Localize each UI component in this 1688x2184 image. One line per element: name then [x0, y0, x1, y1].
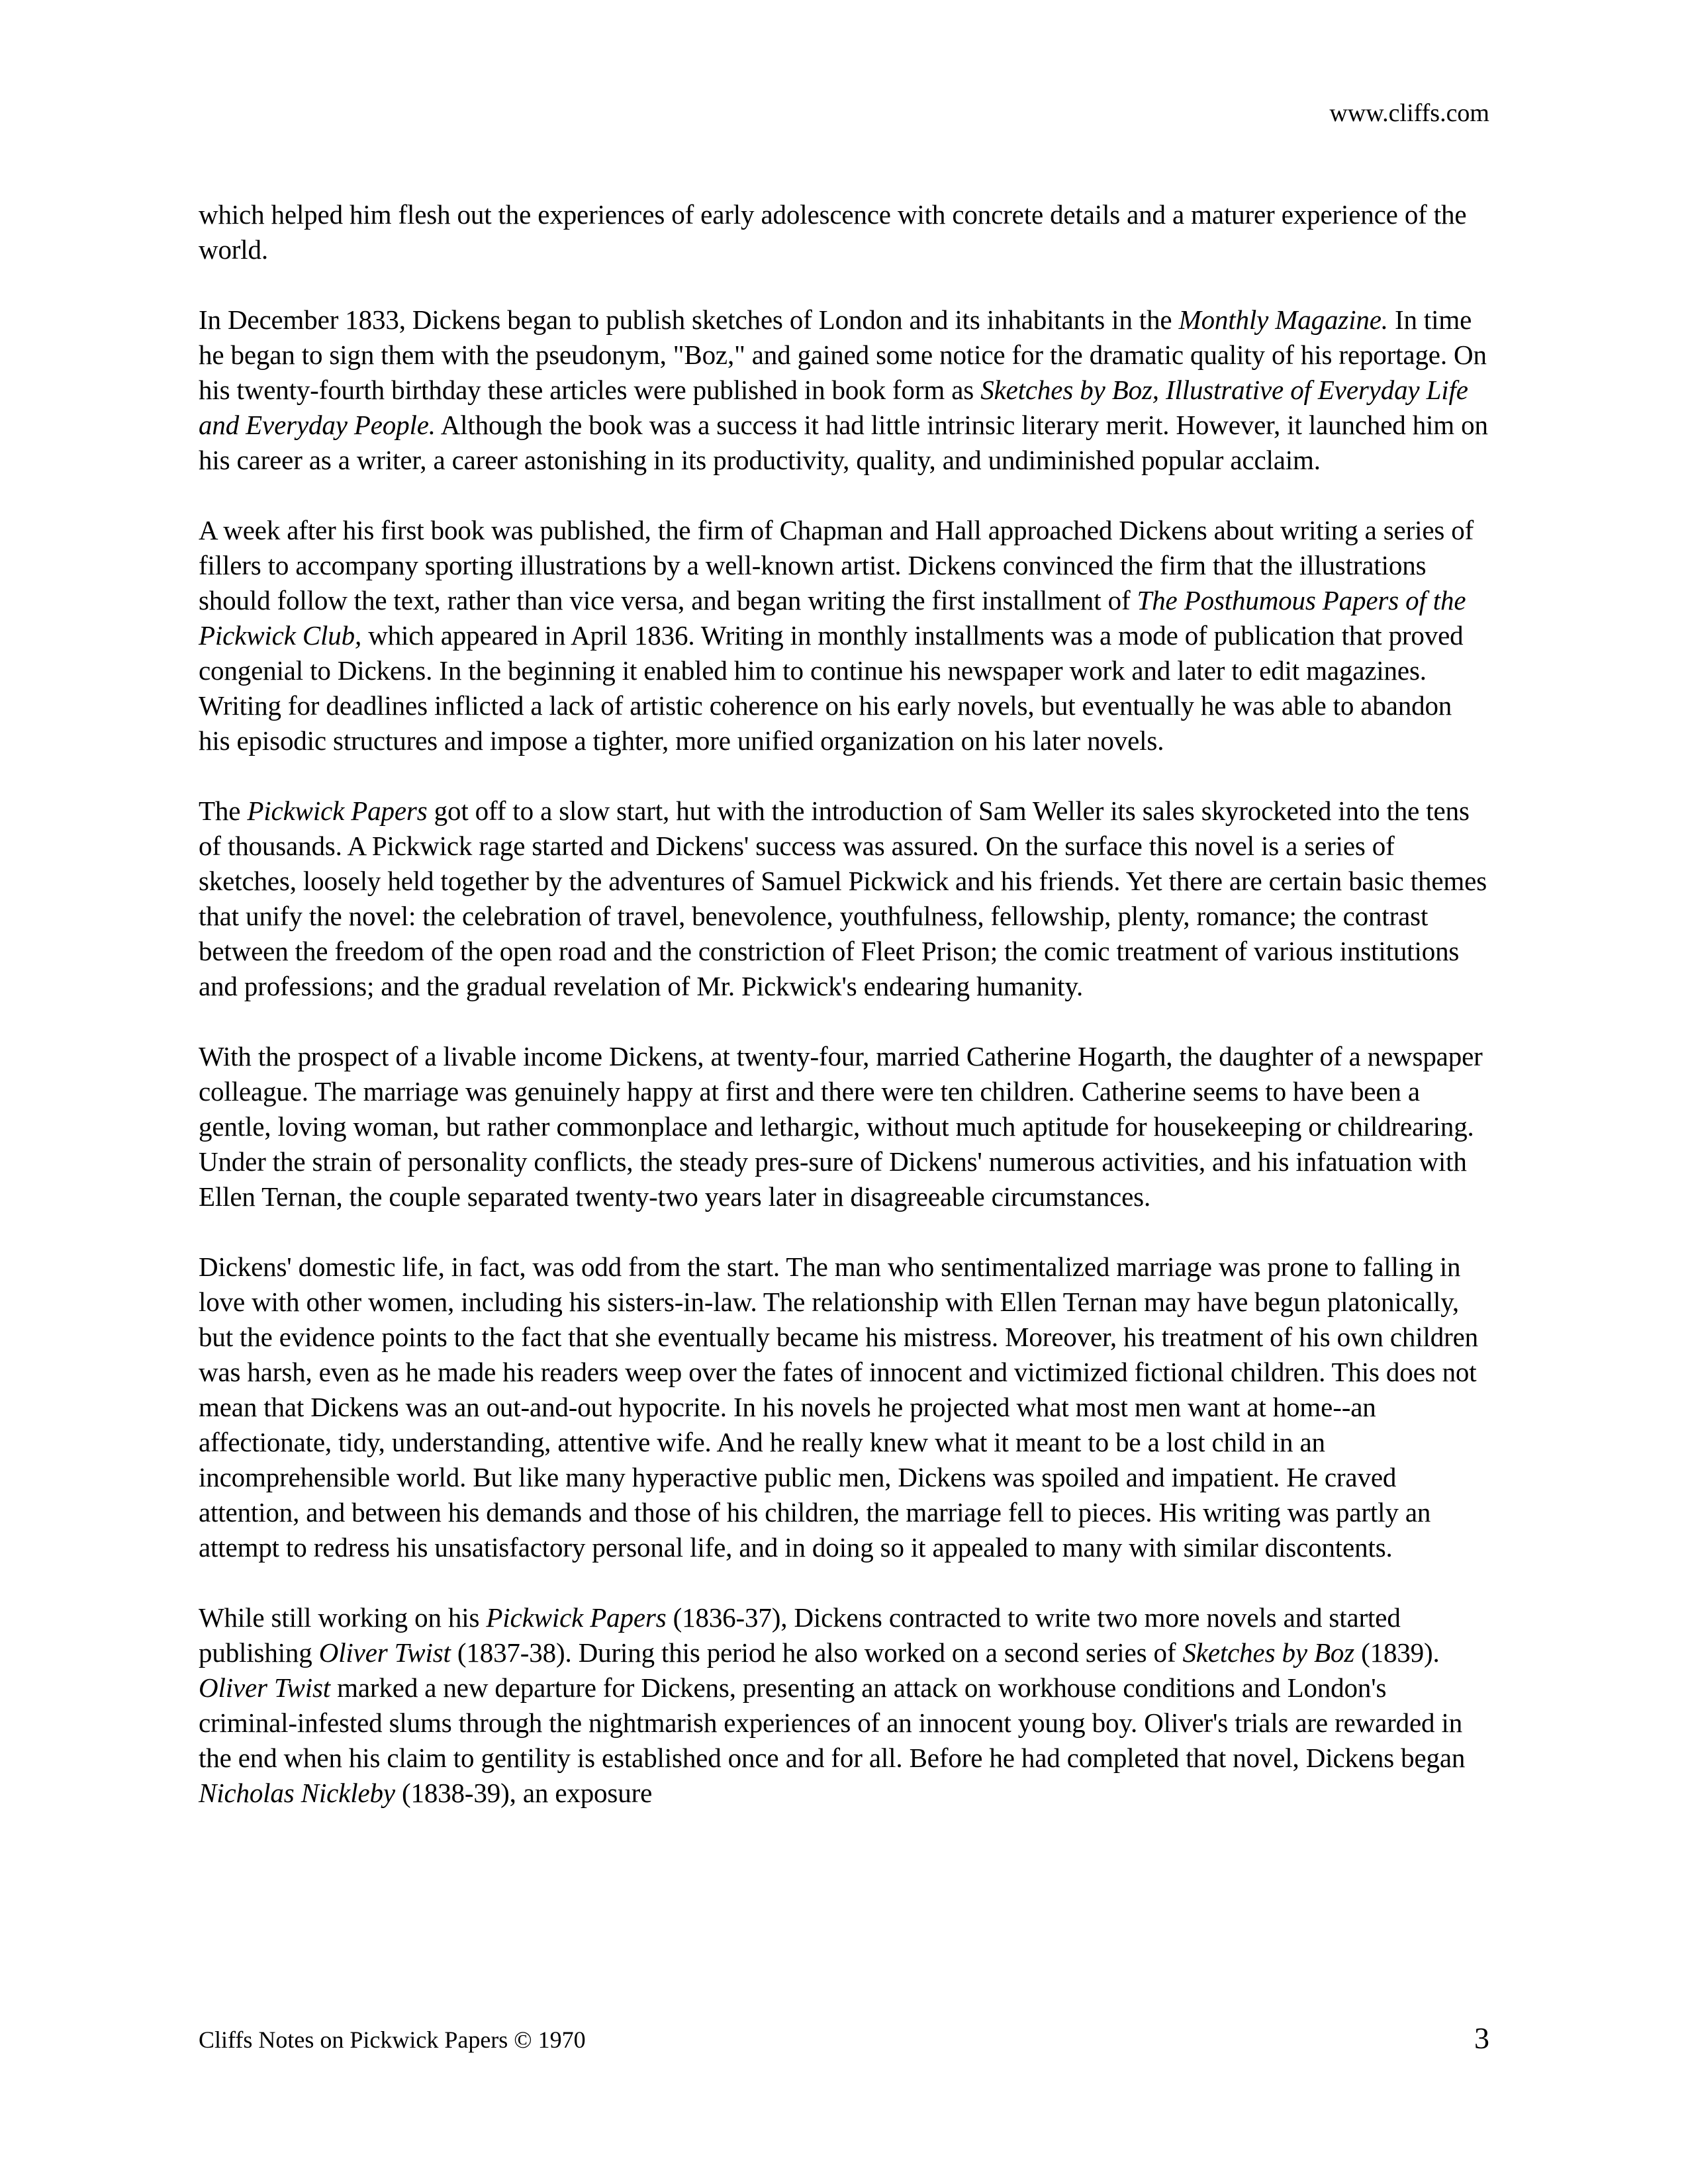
paragraph-text: which helped him flesh out the experiences of early adolescence with concrete details and a maturer experience of the world. [199, 199, 1467, 265]
paragraph-text: (1836-37), Dickens contracted to write two more novels and started publishing [199, 1602, 1401, 1668]
italic-title-text: Oliver Twist [318, 1637, 451, 1668]
paragraph-text: With the prospect of a livable income Dickens, at twenty-four, married Catherine Hogarth, the daughter of a newspaper colleague. The marriage was genuinely happy at first and there were ten children. Catherine seems to have been a gentle, loving woman, but rather commonplace and lethargic, without much aptitude for housekeeping or childrearing. Under the strain of personality conflicts, the steady pres-sure of Dickens' numerous activities, and his infatuation with Ellen Ternan, the couple separated twenty-two years later in disagreeable circumstances. [199, 1041, 1483, 1212]
paragraph-text: (1838-39), an exposure [395, 1778, 653, 1808]
footer-title: Cliffs Notes on Pickwick Papers © 1970 [199, 2026, 586, 2053]
body-text [199, 197, 1489, 1846]
paragraph-text: In time he began to sign them with the pseudonym, "Boz," and gained some notice for the dramatic quality of his reportage. On his twenty-fourth birthday these articles were published in book form as [199, 304, 1487, 405]
paragraph-text: which appeared in April 1836. Writing in monthly installments was a mode of publication that proved congenial to Dickens. In the beginning it enabled him to continue his newspaper work and later to edit magazines. Writing for deadlines inflicted a lack of artistic coherence on his early novels, but eventually he was able to abandon his episodic structures and impose a tighter, more unified organization on his later novels. [199, 620, 1464, 756]
paragraph [199, 302, 1489, 478]
paragraph-text: The [199, 796, 248, 826]
paragraph [199, 1600, 1489, 1811]
paragraph-text: marked a new departure for Dickens, presenting an attack on workhouse conditions and London's criminal-infested slums through the nightmarish experiences of an innocent young boy. Oliver's trials are rewarded in the end when his claim to gentility is established once and for all. Before he had completed that novel, Dickens began [199, 1672, 1466, 1773]
italic-title-text: Sketches by Boz [1182, 1637, 1355, 1668]
page-number: 3 [1474, 2021, 1489, 2055]
paragraph [199, 197, 1489, 267]
paragraph-text: (1837-38). During this period he also worked on a second series of [450, 1637, 1183, 1668]
italic-title-text: Pickwick Papers [486, 1602, 667, 1633]
paragraph-text: (1839). [1354, 1637, 1440, 1668]
paragraph-text: A week after his first book was published, the firm of Chapman and Hall approached Dickens about writing a series of fillers to accompany sporting illustrations by a well-known artist. Dickens convinced the firm that the illustrations should follow the text, rather than vice versa, and began writing the first installment of [199, 515, 1474, 615]
paragraph [199, 794, 1489, 1004]
header-url: www.cliffs.com [1329, 99, 1489, 127]
paragraph-text: Although the book was a success it had little intrinsic literary merit. However, it launched him on his career as a writer, a career astonishing in its productivity, quality, and undiminished popular acclaim. [199, 410, 1488, 475]
italic-title-text: Sketches by Boz, Illustrative of Everyday Life and Everyday People. [199, 375, 1468, 440]
paragraph [199, 1250, 1489, 1565]
italic-title-text: The Posthumous Papers of the Pickwick Club, [199, 585, 1466, 651]
italic-title-text: Oliver Twist [199, 1672, 331, 1703]
paragraph-text: Dickens' domestic life, in fact, was odd from the start. The man who sentimentalized marriage was prone to falling in love with other women, including his sisters-in-law. The relationship with Ellen Ternan may have begun platonically, but the evidence points to the fact that she eventually became his mistress. Moreover, his treatment of his own children was harsh, even as he made his readers weep over the fates of innocent and victimized fictional children. This does not mean that Dickens was an out-and-out hypocrite. In his novels he projected what most men want at home--an affectionate, tidy, understanding, attentive wife. And he really knew what it meant to be a lost child in an incomprehensible world. But like many hyperactive public men, Dickens was spoiled and impatient. He craved attention, and between his demands and those of his children, the marriage fell to pieces. His writing was partly an attempt to redress his unsatisfactory personal life, and in doing so it appealed to many with similar discontents. [199, 1251, 1479, 1563]
paragraph [199, 1039, 1489, 1214]
italic-title-text: Nicholas Nickleby [199, 1778, 395, 1808]
paragraph [199, 513, 1489, 758]
italic-title-text: Monthly Magazine. [1178, 304, 1388, 335]
italic-title-text: Pickwick Papers [247, 796, 428, 826]
paragraph-text: got off to a slow start, hut with the introduction of Sam Weller its sales skyrocketed into the tens of thousands. A Pickwick rage started and Dickens' success was assured. On the surface this novel is a series of sketches, loosely held together by the adventures of Samuel Pickwick and his friends. Yet there are certain basic themes that unify the novel: the celebration of travel, benevolence, youthfulness, fellowship, plenty, romance; the contrast between the freedom of the open road and the constriction of Fleet Prison; the comic treatment of various institutions and professions; and the gradual revelation of Mr. Pickwick's endearing humanity. [199, 796, 1487, 1001]
paragraph-text: In December 1833, Dickens began to publish sketches of London and its inhabitants in the [199, 304, 1179, 335]
paragraph-text: While still working on his [199, 1602, 487, 1633]
